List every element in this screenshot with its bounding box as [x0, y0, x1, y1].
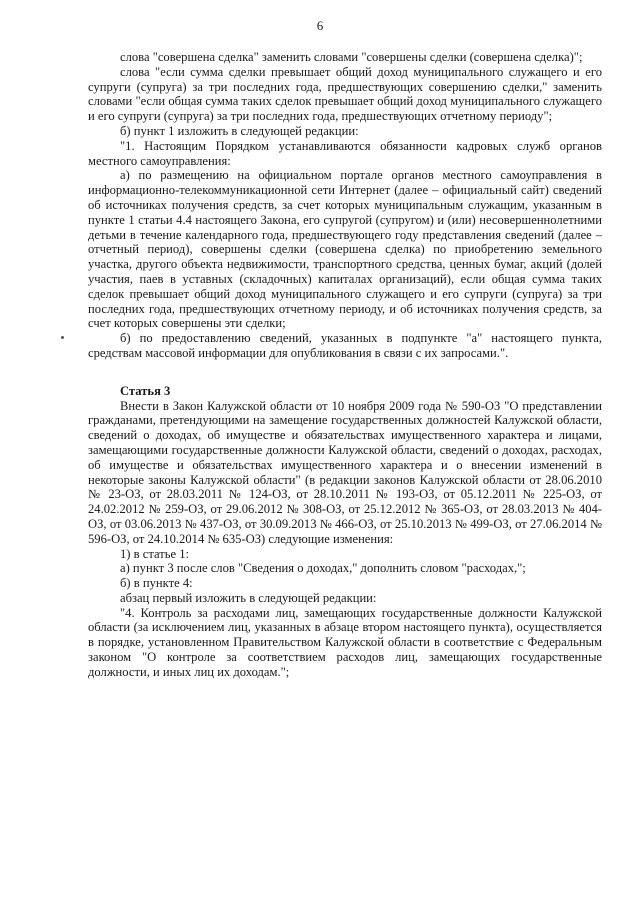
- paragraph-replace-words-2: слова "если сумма сделки превышает общий доход муниципального служащего и его супруги (супруга) за три последних года, предшествующих совершению сделки," заменить словами "если общая сумма таких сделок превышает общий доход муниципального служащего и его супруги (супруга) за три последних года, предшествующих отчетному периоду";: [88, 64, 602, 124]
- paragraph-article-1-ref: 1) в статье 1:: [120, 546, 190, 561]
- paragraph-subitem-a: а) по размещению на официальном портале органов местного самоуправления в информационно-телекоммуникационной сети Интернет (далее – официальный сайт) сведений об источниках получения средств, за счет которых муниципальным служащим, указанным в пункте 1 статьи 4.4 настоящего Закона, его супругой (супругом) и (или) несовершеннолетними детьми в течение календарного года, предшествующего году представления сведений (далее – отчетный период), совершены сделки (совершена сделка) по приобретению земельного участка, другого объекта недвижимости, транспортного средства, ценных бумаг, акций (долей участия, паев в уставных (складочных) капиталах организаций), если общая сумма таких сделок превышает общий доход муниципального служащего и его супруги (супруга) за три последних года, предшествующих отчетному периоду, и об источниках получения средств, за счет которых совершены эти сделки;: [88, 168, 602, 331]
- paragraph-article-3-intro: Внести в Закон Калужской области от 10 ноября 2009 года № 590-ОЗ "О представлении гражданами, претендующими на замещение государственных должностей Калужской области, сведений о доходах, об имуществе и обязательствах имущественного характера и лицами, замещающими государственные должности Калужской области, сведений о доходах, расходах, об имуществе и обязательствах имущественного характера и о внесении изменений в некоторые законы Калужской области" (в редакции законов Калужской области от 28.06.2010 № 23-ОЗ, от 28.03.2011 № 124-ОЗ, от 28.10.2011 № 193-ОЗ, от 05.12.2011 № 225-ОЗ, от 24.02.2012 № 259-ОЗ, от 29.06.2012 № 308-ОЗ, от 25.12.2012 № 365-ОЗ, от 28.03.2013 № 404-ОЗ, от 03.06.2013 № 437-ОЗ, от 30.09.2013 № 466-ОЗ, от 25.10.2013 № 499-ОЗ, от 27.06.2014 № 596-ОЗ, от 24.10.2014 № 635-ОЗ) следующие изменения:: [88, 398, 602, 546]
- article-heading: Статья 3: [120, 383, 171, 398]
- paragraph-point-4-text: "4. Контроль за расходами лиц, замещающих государственные должности Калужской области (за исключением лиц, указанных в абзаце втором настоящего пункта), осуществляется в порядке, установленном Правительством Калужской области в соответствие с Федеральным законом "О контроле за соответствием расходов лиц, замещающих государственные должности, и иных лиц их доходам.";: [88, 605, 602, 679]
- paragraph-subitem-b: б) по предоставлению сведений, указанных в подпункте "а" настоящего пункта, средствам массовой информации для опубликования в связи с их запросами.".: [88, 331, 602, 360]
- document-body: [88, 50, 602, 680]
- paragraph-replace-words-1: слова "совершена сделка" заменить словами "совершены сделки (совершена сделка)";: [120, 50, 583, 64]
- paragraph-point-4: б) в пункте 4:: [120, 576, 193, 591]
- paragraph-clause-1: "1. Настоящим Порядком устанавливаются обязанности кадровых служб органов местного самоуправления:: [88, 138, 602, 168]
- margin-mark: [61, 336, 64, 339]
- paragraph-point-3: а) пункт 3 после слов "Сведения о доходах," дополнить словом "расходах,";: [120, 561, 526, 576]
- page-number: 6: [316, 18, 324, 33]
- paragraph-item-b-intro: б) пункт 1 изложить в следующей редакции:: [120, 123, 359, 138]
- paragraph-first-subparagraph: абзац первый изложить в следующей редакции:: [120, 590, 377, 605]
